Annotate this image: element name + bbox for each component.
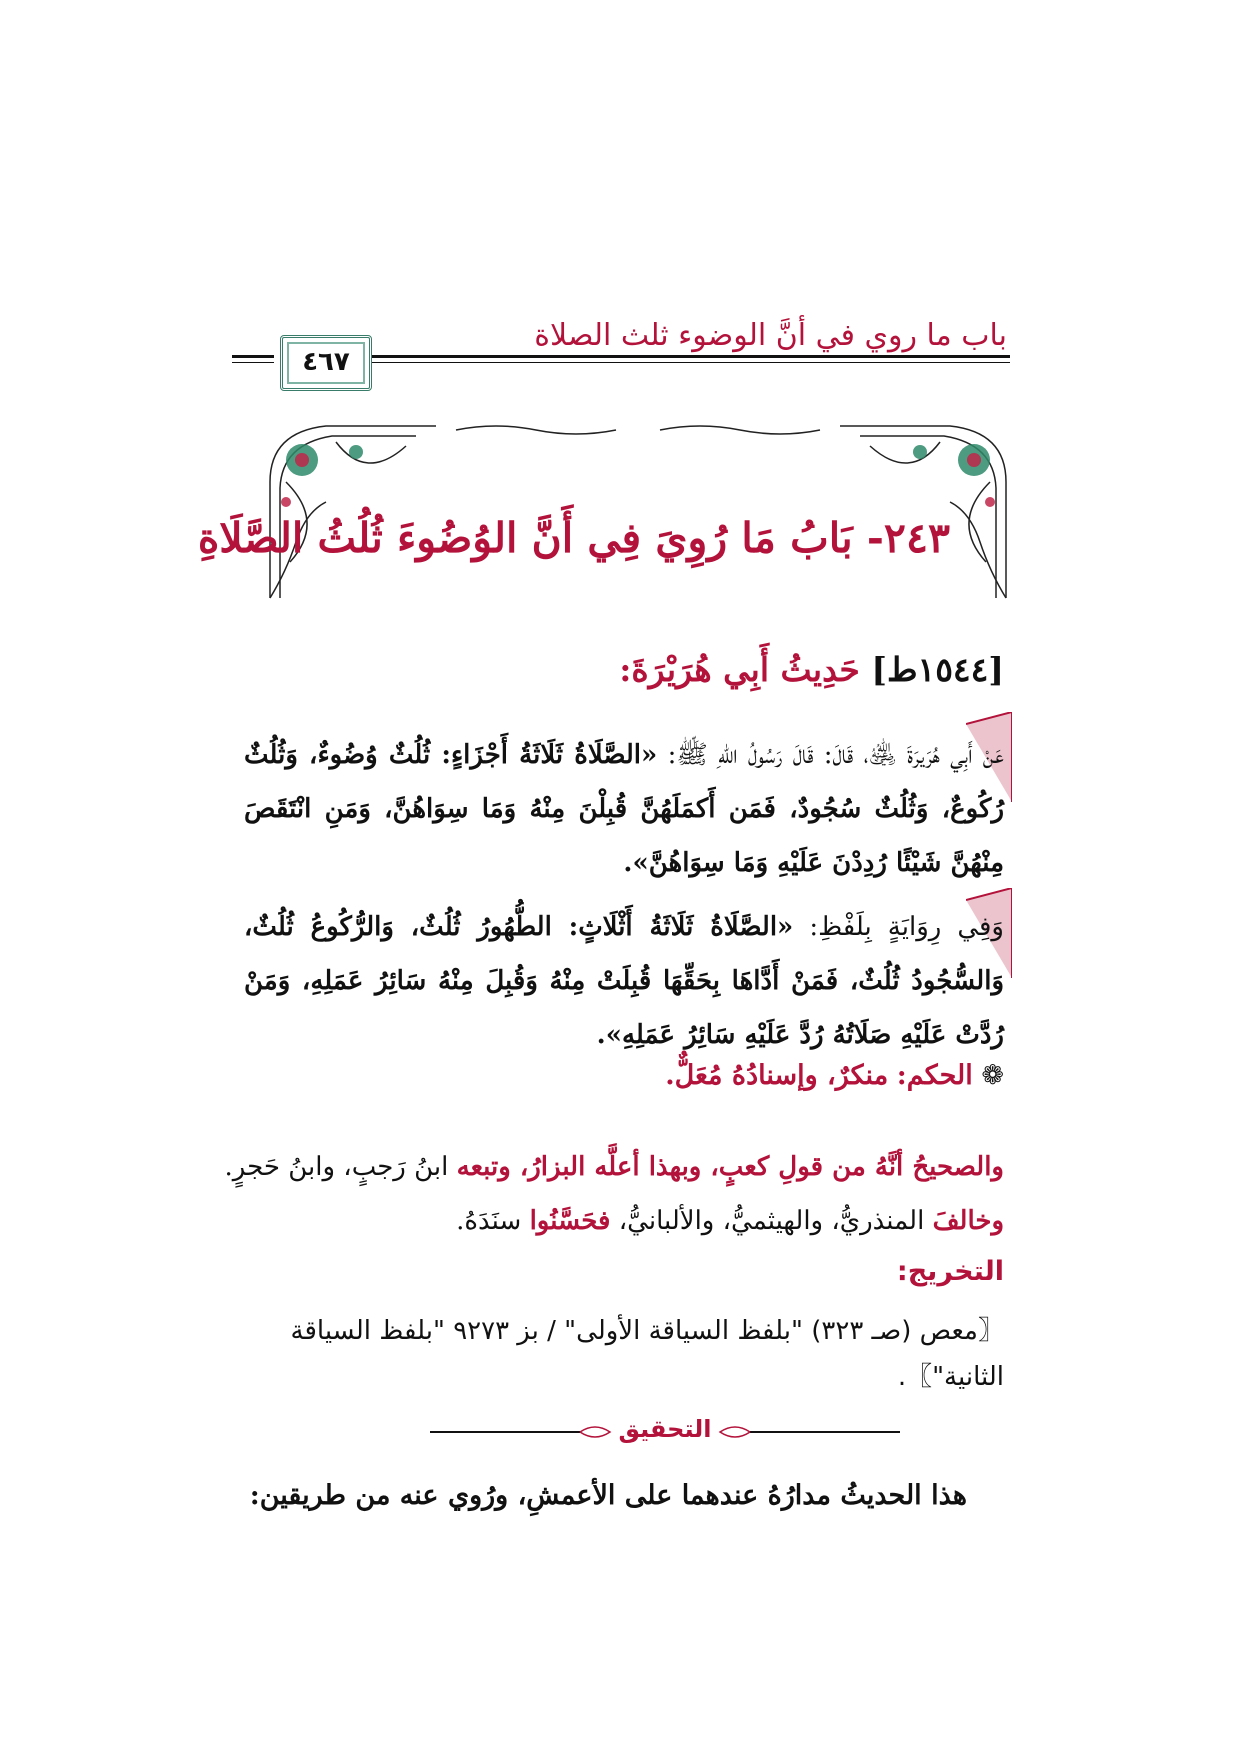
- header-rule-left-thin: [232, 362, 274, 363]
- sahih-part-2: ابنُ رَجبٍ، وابنُ حَجرٍ.: [224, 1152, 449, 1182]
- header-rule-right-thin: [372, 362, 1010, 363]
- ruling-label: الحكم:: [896, 1060, 973, 1091]
- paragraph-2-matn: «الصَّلَاةُ ثَلَاثَةُ أَثْلَاثٍ: الطُّهُورُ ثُلُثٌ، وَالرُّكُوعُ ثُلُثٌ، وَالسُّجُودُ ثُلُثٌ، فَمَنْ أَدَّاهَا بِحَقِّهَا قُبِلَتْ مِنْهُ وَقُبِلَ مِنْهُ سَائِرُ عَمَلِهِ، وَمَنْ رُدَّتْ عَلَيْهِ صَلَاتُهُ رُدَّ عَلَيْهِ سَائِرُ عَمَلِهِ».: [244, 912, 1004, 1050]
- hadith-heading: [619, 650, 1004, 689]
- khalafa-part-3: فحَسَّنُوا: [529, 1206, 611, 1236]
- chapter-ornament-frame: [266, 422, 1010, 600]
- khalafa-part-4: سنَدَهُ.: [456, 1206, 522, 1236]
- chapter-title: ٢٤٣- بَابُ مَا رُوِيَ فِي أَنَّ الوُضُوءَ ثُلُثُ الصَّلَاةِ: [197, 514, 950, 562]
- paragraph-2-intro: وَفِي رِوَايَةٍ بِلَفْظِ:: [793, 912, 1004, 942]
- paragraph-1-matn: «الصَّلَاةُ ثَلَاثَةُ أَجْزَاءٍ: ثُلُثٌ وُضُوءٌ، وَثُلُثٌ رُكُوعٌ، وَثُلُثٌ سُجُودٌ، فَمَن أَكمَلَهُنَّ قُبِلْنَ مِنْهُ وَمَا سِوَاهُنَّ، وَمَنِ انْتَقَصَ مِنْهُنَّ شَيْئًا رُدِدْنَ عَلَيْهِ وَمَا سِوَاهُنَّ».: [244, 740, 1004, 878]
- hadith-paragraph-2: [244, 900, 1004, 1062]
- header-rule-left-thick: [232, 355, 274, 358]
- running-title: باب ما روي في أنَّ الوضوء ثلث الصلاة: [534, 318, 1007, 353]
- sahih-line: [225, 1152, 1005, 1182]
- khalafa-part-2: المنذريُّ، والهيثميُّ، والألبانيُّ،: [618, 1206, 925, 1236]
- tahqiq-divider: [430, 1417, 900, 1447]
- ruling-line: [665, 1060, 1004, 1091]
- page-number: ٤٦٧: [302, 347, 350, 377]
- sahih-part-1: والصحيحُ أنَّهُ من قولِ كعبٍ، وبهذا أعلَّه البزارُ، وتبعه: [456, 1152, 1004, 1182]
- takhrij-reference: 〖معص (صـ ٣٢٣) "بلفظ السياقة الأولى" / بز ٩٢٧٣ "بلفظ السياقة الثانية"〗.: [290, 1316, 1004, 1392]
- final-line: هذا الحديثُ مدارُهُ عندهما على الأعمشِ، ورُوي عنه من طريقين:: [249, 1480, 967, 1511]
- takhrij-label: التخريج:: [896, 1256, 1004, 1287]
- ruling-flower-icon: ❁: [981, 1060, 1004, 1091]
- hadith-title: حَدِيثُ أَبِي هُرَيْرَةَ:: [619, 650, 860, 689]
- hadith-paragraph-1: [244, 728, 1004, 890]
- ruling-text: منكرٌ، وإسنادُهُ مُعَلٌّ.: [665, 1060, 889, 1091]
- header-rule-right-thick: [372, 355, 1010, 358]
- tahqiq-label: التحقيق: [618, 1415, 712, 1443]
- khalafa-line: [456, 1206, 1004, 1236]
- khalafa-part-1: وخالفَ: [932, 1206, 1004, 1236]
- hadith-number: [١٥٤٤ط]: [871, 650, 1004, 689]
- page-number-badge: [280, 335, 372, 391]
- paragraph-1-intro: عَنْ أَبِي هُرَيرَةَ ﵁، قَالَ: قَالَ رَسُولُ اللهِ ﷺ:: [657, 740, 1004, 770]
